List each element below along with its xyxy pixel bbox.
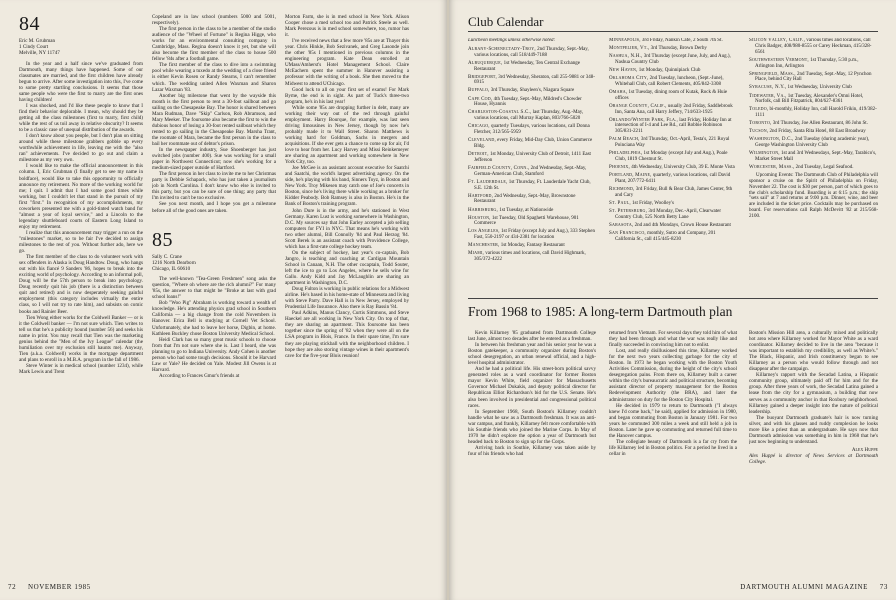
calendar-city: Portland, Maine, — [609, 173, 652, 179]
calendar-city: Detroit, — [468, 152, 489, 157]
calendar-details: 3rd Friday, Nankin Cafe, 2 South 7th St. — [640, 38, 723, 43]
calendar-entry — [609, 231, 737, 243]
paragraph: In between his freshman year and his senior year he was a Boston gatekeeper, a community organizer during Boston's school desegregation, an urban renewal official, and a high-level hospital administrator. — [468, 342, 596, 367]
article-column-2 — [609, 330, 737, 570]
calendar-city: Minneapolis, — [609, 38, 641, 43]
calendar-details: monthly, Sutro and Company, 201 California St., call 415/445-8230 — [615, 230, 716, 242]
article-column-1 — [468, 330, 596, 570]
page-number: 72 — [8, 583, 17, 591]
left-page-footer — [8, 583, 91, 591]
calendar-details: last Thursday, Aug.-May, various locations, call Murray Kaplan, 803/766-5020 — [474, 110, 584, 122]
paragraph: The first person in her class to invite me to her Christmas party is Debbie Schapack, who has just taken a journalism job in North Carolina. I don't know who else is invited to this party, but you can be sure of one thing; any party that I'm invited to can't be too exclusive. — [152, 171, 276, 202]
paragraph: Tien Wong either works for the Coldwell Banker — or is it the Coldwell banker — I'm not sure which. Tien writes to tell us that he's a publicity hound (number 56) and seeks his name in print. You may recall that Tien was the marketing genius behind the "Men of the Ivy League" calendar (the humiliation over my exclusion still haunts me). Anyway, Tien (a.k.a. Coldwell) works in the mortgage department and plans to enroll in a M.B.A. program in the fall of 1986. — [19, 314, 143, 363]
calendar-entry — [609, 54, 737, 66]
calendar-details: 3rd Thursday, Joe Allen Restaurant, 86 John St. — [771, 121, 868, 127]
calendar-city: Sarasota, — [609, 222, 634, 228]
paragraph: In the year and a half since we've graduated from Dartmouth, many things have happened. Some of our classmates are married, and the first children have already begun to arrive. After some investigation into this, I've come to some pretty startling conclusions. It seems that those same people who were the first to marry are the first ones having children! — [19, 60, 143, 103]
calendar-details: 1st Tuesday, Old Spaghetti Warehouse, 901 Commerce — [474, 215, 579, 227]
calendar-entry — [468, 47, 596, 59]
calendar-details: 3rd Friday, Bull & Bear Club, James Center, 9th and Cary — [615, 186, 733, 198]
calendar-details: 1st Monday, Fantasy Restaurant — [499, 243, 565, 249]
calendar-entry — [468, 251, 596, 263]
calendar-details: 4th Wednesday, University Club, 39 E. Monte Vista — [629, 165, 735, 171]
paragraph: The first member of the class to dive into a swimming pool while wearing a tuxedo at the wedding of a close friend is either Kevin Rosen or Randy Stearns, I can't remember which. The wedding united Allen Waxman and Sharon Lazar Waxman '83. — [152, 62, 276, 93]
calendar-entry — [468, 243, 596, 249]
paragraph: On the subject of hockey, last year's co-captain, Bob Jangro, is teaching and coaching at Cardigan Mountain School in Canaan, N.H. The other cocaptain, Todd Souter, left the ice to go to Los Angeles, where he sells wine for Gallo. Andy Kidd and Jay McLaughlin are sharing an apartment in Washington, D.C. — [285, 249, 409, 287]
calendar-city: Springfield, Mass., — [749, 71, 796, 77]
calendar-details: 3rd Monday, Dec.-April, Clearwater Country Club, 525 North Betty Lane — [615, 208, 722, 220]
calendar-city: Cape Cod, — [468, 96, 493, 102]
calendar-details: 4th Tuesday, Sept.-May, Mildred's Chowder House, Hyannis — [474, 96, 582, 108]
article-title: From 1968 to 1985: A long-term Dartmouth plan — [468, 304, 733, 319]
calendar-city: Orange County, Calif., — [609, 103, 667, 109]
paragraph: Boston's Mission Hill area, a culturally mixed and politically hot area where Killarney worked for Mayor White as a ward coordinator. Killarney decided to live in the area "because it was important to establish my credibility, as well as White's." The Black, Hispanic, and Irish constituency began to see Killarney as a person who would follow through and not disappear after the campaign. — [749, 330, 878, 373]
paragraph: The collegiate beauty of Dartmouth is a far cry from the life Killarney led in Boston politics. For a period he lived in a cellar in — [609, 438, 737, 457]
calendar-list-3 — [749, 38, 878, 171]
left-column-2 — [152, 14, 276, 566]
calendar-city: Hartford, — [468, 193, 494, 199]
calendar-details: last Friday, Holiday Inn at intersection of I-4 and Lee Rd., call Robbie Robinson 305/831-2211 — [615, 117, 732, 135]
calendar-entry — [749, 107, 878, 119]
paragraph: In September 1968, South Boston's Killarney couldn't handle what he saw as a Dartmouth freshman. It was an anti-war campus, and frankly, Killarney felt more comfortable with his Southie friends who joined the Marine Corps. In May of 1970 he didn't explore the option a year of Dartmouth but headed back to Boston to sign up for the Corps. — [468, 408, 596, 445]
calendar-entry — [609, 173, 737, 185]
class-84-heading: 84 — [19, 14, 40, 35]
calendar-entry — [609, 76, 737, 88]
paragraph: Good luck to all on your first set of exams! For Mark Byme, the end is in sight. As part of Tuck's three-two program, he's in his last year! — [285, 86, 409, 105]
calendar-entry — [468, 88, 596, 94]
calendar-city: Montpelier, Vt., — [609, 46, 650, 52]
calendar-city: Toledo, — [749, 107, 769, 113]
paragraph: Arriving back in Southie, Killarney was taken aside by four of his friends who had — [468, 444, 596, 457]
calendar-entry — [749, 58, 878, 70]
calendar-details: 2nd Friday, Santa Rita Hotel, 88 East Broadway — [768, 129, 866, 135]
calendar-city: Chicago, — [468, 124, 490, 130]
calendar-details: 1st Tuesday, dining room of Kutak, Rock & Huie offices — [615, 89, 728, 101]
calendar-entry — [468, 110, 596, 122]
calendar-city: Harrisburg, — [468, 207, 498, 213]
calendar-city: Tidewater, Va., — [749, 93, 787, 99]
calendar-details: 3rd Thursday, Oct.-April, Testa's, 221 Royal Poinciana Way — [615, 137, 730, 149]
paragraph: Doug Fulton is working in public relations for a Midwest airline. He's based in his home-state of Minnesota and living with Steve Parry. Dave Hall is in New Jersey, employed by Prudential Life Insurance. Also there is Ray Bassin '84. — [285, 286, 409, 311]
calendar-entry — [609, 118, 737, 136]
left-column-3 — [285, 14, 409, 566]
calendar-column-2 — [609, 38, 737, 296]
paragraph: John Dure is in the army, and he's stationed in West Germany. Karen Lust is working somewhere in Washington, D.C. My sources say that John Earley accepted a job selling computers for FYI in NYC. That means he's working with two other alumni, Bill Connolly '84 and Paul Herzog '84. Scott Berek is an assistant coach with Providence College, which has a first-rate college hockey team. — [285, 207, 409, 250]
calendar-city: Omaha, — [609, 89, 628, 95]
right-page-footer — [740, 583, 888, 591]
calendar-column-3 — [749, 38, 878, 296]
calendar-city: Cleveland, — [468, 138, 496, 144]
calendar-entry — [749, 85, 878, 91]
paragraph: I don't know about you people, but I don't plan on sitting around while these milestone grabbers gobble up every worthwhile achievement in life, leaving me with the "also ran" achievements. I've decided to go out and claim a milestone as my very own. — [19, 133, 143, 164]
calendar-city: Fairfield County, Conn., — [468, 165, 530, 171]
calendar-entry — [609, 137, 737, 149]
paragraph: Joe McGee is an assistant account executive for Saatchi and Saatchi, the world's largest advertising agency. On the side, he's playing with his band, Sinners Toyz, in Boston and New York. Troy Mikesen may catch one of Joe's concerts in Boston, since he's living there while working as a broker for Kidder Peabody. Bob Ramsey is also in Boston. He's in the Bank of Boston's training program. — [285, 165, 409, 208]
calendar-city: St. Petersburg, — [609, 208, 648, 214]
class-85-address: Sally C. Crane 1216 North Dearborn Chicago, IL 60610 — [152, 253, 196, 272]
calendar-entry — [749, 137, 878, 149]
calendar-details: 2nd Tuesday, luncheon, (Sept.-June), Whitehall Club, call Robert Clements, 405/842-3308 — [615, 75, 724, 87]
calendar-details: bi-monthly, Holiday Inn, call Harold Frikin, 419/382-1111 — [755, 107, 877, 119]
calendar-entry — [609, 165, 737, 171]
calendar-entry — [609, 201, 737, 207]
issue-date: NOVEMBER 1985 — [27, 583, 91, 591]
calendar-details: 2nd Tuesday (during academic year), George Washington University Club — [755, 137, 870, 149]
article-column-3 — [749, 330, 878, 570]
calendar-entry — [468, 180, 596, 192]
calendar-title: Club Calendar — [468, 14, 544, 29]
calendar-details: various times and locations, call David Highmark, 305/372-4222 — [474, 251, 586, 263]
calendar-city: Charleston-Coastal S.C., — [468, 110, 532, 116]
calendar-city: Worcester, Mass., — [749, 165, 795, 171]
paragraph: Lost, and really disillusioned this time, Killarney worked for the next two years collecting garbage for the city of Boston. In 1973 he began working with the Boston Youth Activities Commission, during the height of the city's school desegregation pains. From there on, Killarney built a career within the city's bureaucratic and political structure, becoming assistant director of property management for the Boston Redevelopment Authority (the BRA), and later the administrator on duty for the Boston City Hospital. — [609, 348, 737, 403]
calendar-city: Syracuse, N.Y., — [749, 85, 787, 91]
calendar-details: 2nd Thursday, Sept.-May, various locations, call 518/449-7188 — [474, 46, 589, 58]
page-number: 73 — [879, 583, 888, 591]
calendar-details: 2nd and 4th Mondays, Crown House Restaurant — [633, 222, 731, 228]
left-page — [0, 0, 447, 600]
paragraph: And he had a political life. His street-born political savvy generated roles as a ward coordinator for former Boston mayor Kevin White, field organizer for Massachusetts Governor Michael Dukakis, and deputy political director for Republican Elliot Richardson's bid for the U.S. Senate. He's also been involved in presidential and congressional political races. — [468, 366, 596, 409]
calendar-details: 3rd Thursday, Shayleen's, Niagara Square — [489, 88, 575, 94]
paragraph: The first member of the class to do volunteer work with sex offenders in Alaska is Doug Handtow. Doug, who hangs out with his fiancé 9 Sanders '86, hopes to break into the exciting world of psychology. According to an informal poll, Doug will be the 57th person to break into psychology. Doug recently quit his job (there is a distinction between quit and retired) and is now desperately seeking gainful employment (this category includes virtually the entire class, so I will not try to rate him), and subsists on comic books and Rainier Beer. — [19, 254, 143, 315]
calendar-entry — [468, 194, 596, 206]
paragraph: Bob "Woo Pig" Abraham is working toward a wealth of knowledge. He's attending physics grad school in Southern California — a big change from the cold Novembers in Hanover. Erica Bell is studying at Cornell Vet School. Unfortunately, she had to leave her horse, Digbin, at home. Kathleen Buckley chose Boston University Medical School. — [152, 300, 276, 337]
calendar-city: Tucson, — [749, 129, 769, 135]
calendar-entry — [468, 124, 596, 136]
calendar-entry — [609, 46, 737, 52]
calendar-entry — [468, 152, 596, 164]
paragraph: According to Frances Gmur's friends at — [159, 372, 240, 379]
calendar-details: 1st Tuesday, at Nationwide — [497, 207, 554, 213]
calendar-details: quarterly Tuesdays, various locations, call Donna Fletcher, 312/565-5959 — [474, 124, 590, 136]
calendar-entry — [468, 166, 596, 178]
paragraph: He decided in 1979 to return to Dartmouth ("I always knew I'd come back," he said), applied for admission in 1980, and began commuting from Boston in January 1981. For two years he commuted 300 miles a week and still held a job in Boston. Later he gave up commuting and returned full time to the Hanover campus. — [609, 402, 737, 439]
paragraph: returned from Vietnam. For several days they told him of what they had been through and what the war was really like and finally succeeded in convincing him not to enlist. — [609, 330, 737, 349]
calendar-entry — [749, 129, 878, 135]
calendar-entry — [468, 61, 596, 73]
calendar-details: 1st Monday (except July and Aug.), Poale Club, 1819 Chestnut St. — [615, 151, 728, 163]
calendar-entry — [468, 75, 596, 87]
paragraph: See you next month, and I hope you get a milestone before all of the good ones are taken. — [152, 201, 276, 214]
calendar-entry — [749, 151, 878, 163]
calendar-list-2 — [609, 38, 737, 242]
paragraph: Killarney's rapport with the Secadad Latina, a Hispanic community group, ultimately paid off for him and for the group. After three years of work, the Secadad Latina gained a lease from the city for a gymnasium, a building that now serves as a community anchor in that Roxbury neighborhood. Killarney gained a deeper insight into the nature of political leadership. — [749, 372, 878, 415]
calendar-entry — [609, 209, 737, 221]
calendar-city: Albany-Schenectady-Troy, — [468, 46, 536, 52]
calendar-city: Wilmington, — [749, 151, 780, 157]
paragraph: The well-known "Tea-Green Freshmen" song asks the question, "Where oh where are the rich alumni?" For many '85s, the answer to that might be "Broke at last with grad school loans!" — [152, 276, 276, 301]
paragraph: Steve Winter is in medical school (number 1234), while Mark Lewis and Trent — [19, 362, 143, 375]
calendar-city: Palm Beach, — [609, 137, 640, 143]
calendar-city: Orlando/Winter Park, Fla., — [609, 117, 678, 123]
calendar-entry — [609, 68, 737, 74]
right-page — [449, 0, 896, 600]
calendar-city: Philadelphia, — [609, 151, 643, 157]
calendar-entry — [749, 165, 878, 171]
calendar-city: Houston, — [468, 215, 491, 221]
calendar-details: 2nd Tuesday, Legal Seafood. — [794, 165, 854, 171]
calendar-entry — [749, 94, 878, 106]
calendar-city: Oklahoma City, — [609, 75, 649, 81]
paragraph: I've received news that a few more '85s are at Thayer this year. Chris Hinkle, Bob Sezivanek, and Greg Lasonde join the other '85s I mentioned in previous columns in the engineering program. Kate Dean enrolled at UMass/Amherst's Hotel Management School. Claire McEachern spent the summer in Hanover assisting a professor with the writing of a book. She then moved to the Midwest to attend UChicago. — [285, 38, 409, 87]
paragraph: I was shocked, and I'd like these people to know that I find their behavior deplorable. I mean, why should they be getting all the class milestones (first to marry, first child) while the rest of us toil away in relative obscurity? It seems to be a classic case of unequal distribution of the awards. — [19, 102, 143, 134]
calendar-details: 1st Thursday, 5:30 p.m., Arlington Inn, Arlington — [755, 57, 859, 69]
calendar-entry — [609, 90, 737, 102]
calendar-city: Toronto, — [749, 121, 772, 127]
calendar-city: Los Angeles, — [468, 229, 500, 235]
calendar-entry — [609, 151, 737, 163]
calendar-details: 1st and 3rd Wednesdays, Sept.-May, Tarabico's, Market Street Mall — [755, 151, 877, 163]
calendar-details: 1st Friday, Woolley's — [630, 200, 674, 206]
calendar-entry — [609, 187, 737, 199]
calendar-details: 3rd Thursday (except June, July, and Aug.), Nashua Country Club — [615, 54, 731, 65]
paragraph: Heidi Clark has so many great music schools to choose from that I'm not sure where she is. Last I heard, she was planning to go to Indiana University. Andy Cohen is another person who had some tough decisions. Should it be Harvard Law or Yale? He decided on Yale. Modest Jill Owens is at Harvard. — [152, 336, 276, 373]
calendar-details: 1st Monday, University Club of Detroit, 1411 East Jefferson — [474, 152, 591, 163]
calendar-entry — [468, 208, 596, 214]
paragraph: The first person in the class to be a member of the studio audience of the "Wheel of Fortune" is Regina Higge, who works for an environmental consulting company in Cambridge, Mass. Regina doesn't know it yet, but she will also become the first member of the class to house 500 fellow '84s after a football game. — [152, 26, 276, 63]
calendar-entry — [468, 138, 596, 150]
calendar-city: Ft. Lauderdale, — [468, 179, 508, 185]
calendar-note: Luncheon meetings unless otherwise noted: — [468, 38, 556, 43]
article-byline: Alex Huppe — [851, 446, 878, 453]
calendar-city: San Francisco, — [609, 230, 646, 236]
calendar-entry — [749, 72, 878, 84]
paragraph: In the newspaper industry, Sue Shoenberger has just switched jobs (number 400). Sue was working for a small paper in Northwest Connecticut; now she's working for a medium-sized paper outside of Hartford. — [152, 147, 276, 172]
calendar-details: 2nd Tuesday, Sept.-May, 12 Pynchon Place, behind City Hall — [755, 71, 872, 83]
calendar-entry — [609, 104, 737, 116]
calendar-details: 3rd Wednesday, Sheraton, call 255-9881 or 348-6915 — [474, 74, 595, 86]
calendar-city: Buffalo, — [468, 88, 490, 94]
calendar-entry — [749, 121, 878, 127]
calendar-details: quarterly, various locations, call David Plant, 207/772-6411 — [615, 173, 731, 184]
paragraph: While some '85s are dropping further in debt, many are working their way out of the red through gainful employment. Harry Bourque, for example, was last seen driving limousines in New Jersey, though by now he's probably made it to Wall Street. Sharon Matthews is working hard for Goldman, Sachs in mergers and acquisitions. If she ever gets a chance to come up for air, I'd love to hear from her. Lucy Harvey and Missi Reinkemeyer are sharing an apartment and working somewhere in New York City, too. — [285, 104, 409, 166]
calendar-details: 1st Wednesday, University Club — [786, 85, 852, 91]
calendar-details: 1st Friday (except July and Aug.), 333 Stephen Fast, 550-2197 or 434-2381 for location — [474, 229, 596, 241]
calendar-rule — [468, 31, 878, 32]
calendar-city: Miami, — [468, 251, 485, 257]
calendar-city: Phoenix, — [609, 165, 630, 171]
calendar-city: Silicon Valley, Calif., — [749, 38, 806, 43]
upcoming-events: Upcoming Events: The Dartmouth Club of Philadelphia will sponsor a cruise on the Spirit of Philadelphia on Friday, November 22. The cost is $30 per person, part of which goes to the club's scholarship fund. Boarding is at 6:15 p.m.; the ship "sets sail" at 7 and returns at 9:00 p.m. Dinner, wine, and beer are included in the ticket price. Cocktails may be purchased on board. For reservations call Ralph McDevitt '82 at 215/568-2100. — [749, 173, 878, 219]
class-84-address: Eric M. Grubman 1 Cindy Court Melville, NY 11747 — [19, 38, 60, 57]
left-column-1 — [19, 14, 143, 566]
paragraph: Kevin Killarney '85 graduated from Dartmouth College last June, almost two decades after he entered as a freshman. — [468, 330, 596, 343]
author-credit: Alex Huppé is director of News Services at Dartmouth College. — [749, 452, 878, 465]
calendar-entry — [609, 223, 737, 229]
calendar-entry — [749, 38, 878, 56]
calendar-city: Washington, D.C., — [749, 137, 794, 143]
calendar-column-1 — [468, 38, 596, 296]
magazine-name: DARTMOUTH ALUMNI MAGAZINE — [740, 583, 869, 591]
calendar-entry — [609, 38, 737, 44]
paragraph: I would like to make the official announcement in this column. I, Eric Grubman (I finally get to see my name in boldface), would like to take this opportunity to officially announce my retirement. No more of the working world for me; I quit. I admit that I had some good times while working, but I couldn't let that stand in the pursuit of my first "first." In recognition of my accomplishments, my coworkers presented me with a gold-tinted watch band for "almost a year of loyal service," and a Lincoln to the legendary shuttleboard courts of Eastern Long Island to enjoy my retirement. — [19, 163, 143, 230]
calendar-city: Manchester, — [468, 243, 500, 249]
calendar-details: 1st Monday, Quinnipiack Club — [637, 67, 701, 73]
calendar-city: New Haven, — [609, 67, 638, 73]
calendar-list-1 — [468, 47, 596, 263]
calendar-details: every Friday, Mid-Day Club, Union Commerce Bldg. — [474, 138, 593, 149]
calendar-details: usually 2nd Friday, Saddlebrook Inn, Santa Ana, call Harry Jeffery, 714/633-1925 — [615, 103, 733, 115]
calendar-city: Richmond, — [609, 186, 635, 192]
paragraph: Paul Adkins, Manus Clancy, Curtis Simmons, and Steve Haeckel are all working in New York City. On top of that, they are sharing an apartment. This foursome has been together since the spring of '82 when they were all on the LSA program in Blois, France. In their spare time, I'm sure they are playing stickball with the neighborhood children. I hope they are also storing vintage wines in their apartment's cave for the five-year Blois reunion! — [285, 310, 409, 359]
calendar-entry — [468, 216, 596, 228]
calendar-entry — [468, 97, 596, 109]
calendar-details: 2nd Wednesday, Sept.-May, German-American Club, Stamford — [474, 165, 587, 177]
paragraph: I realize that this announcement may trigger a run on the "milestones" market, so to be fair I've decided to assign milestones to the rest of you. Without further ado, here we go. — [19, 229, 143, 255]
calendar-city: Albuquerque, — [468, 60, 503, 66]
calendar-city: Nashua, N.H., — [609, 54, 643, 60]
calendar-city: St. Paul, — [609, 200, 631, 206]
paragraph: The buoyant Dartmouth graduate's hair is now turning silver, and with his glasses and ruddy complexion he looks more like a priest than an undergraduate. He says now that Dartmouth admission was something in him in 1968 that he's just now beginning to understand. — [749, 414, 878, 445]
calendar-details: 1st Tuesday, Alexander's Omni Hotel, Norfolk, call Bill Fitzpatrick, 804/627-8361 — [755, 93, 864, 105]
class-85-heading: 85 — [152, 228, 173, 251]
calendar-city: Bridgeport, — [468, 74, 497, 80]
paragraph: Morton Farm, she is in med school in New York. Alison Cooper chose a med school too and Patrick Steele as well. Mark Perezous is in med school somewhere, too, rumor has it. — [285, 14, 409, 39]
calendar-entry — [468, 229, 596, 241]
calendar-details: 2nd Wednesday, Sept.-May, Brownstone Restaurant — [474, 193, 576, 205]
calendar-details: 1st Wednesday, Ten Central Exchange Restaurant — [474, 60, 580, 72]
calendar-details: 3rd Thursday, Brown Derby — [649, 46, 707, 52]
paragraph: Another big milestone that went by the wayside this month is the first person to rent a 30-foot sailboat and go sailing on the Chesapeake Bay. The honor is shared between Mara Rudman, Dave "Skip" Carlson, Rob Abramson, and Mary Meeker. The foursome also became the first to win the dubious honor of losing a 30-foot rented sailboat which they rented to go sailing in the Chesapeake Bay. Marsha Trant, the roomate of Mara, became the first person in the class to bail her roommate out of debtor's prison. — [152, 92, 276, 147]
calendar-city: Southwestern Vermont, — [749, 57, 809, 63]
article-rule — [468, 298, 878, 299]
paragraph: Copeland are in law school (numbers 5000 and 5001, respectively). — [152, 14, 276, 27]
calendar-details: 1st Thursday, Ft. Lauderdale Yacht Club, S.E. 12th St. — [474, 179, 591, 191]
calendar-details: various times and locations, call Chris Badger, 408/980-8555 or Carey Heckman, 415/328-6561 — [755, 38, 872, 55]
